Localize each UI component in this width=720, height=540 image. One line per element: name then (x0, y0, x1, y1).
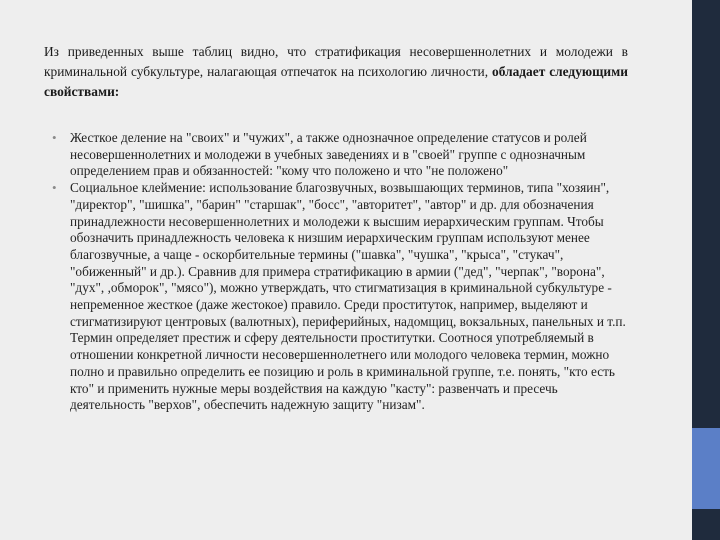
bullet-item (52, 130, 632, 180)
intro-text: Из приведенных выше таблиц видно, что стратификация несовершеннолетних и молодежи в криминальной субкультуре, налагающая отпечаток на психологию личности, (44, 44, 628, 79)
intro-paragraph (44, 42, 628, 102)
intro-bold-text: обладает следующими свойствами: (44, 64, 628, 99)
bullet-item (52, 180, 632, 414)
bullet-text: Жесткое деление на "своих" и "чужих", а также однозначное определение статусов и ролей несовершеннолетних и молодежи в учебных заведениях и в "своей" группе с однозначным определением прав и обязанностей: "кому что положено и что "не положено" (70, 130, 587, 179)
bullet-marker: • (52, 130, 57, 145)
bullet-list (52, 130, 632, 414)
bullet-marker: • (52, 180, 57, 196)
right-accent-block (692, 428, 720, 509)
bullet-text: Социальное клеймение: использование благозвучных, возвышающих терминов, типа "хозяин", "директор", "шишка", "барин" "старшак", "босс", "авторитет", "автор" и др. для обозначения принадлежности несовершеннолетних и молодежи к высшим иерархическим группам. Чтобы обозначить принадлежность человека к низшим иерархическим группам используют менее благозвучные, а чаще - оскорбительные термины ("шавка", "чушка", "крыса", "стукач", "обиженный" и др.). Сравнив для примера стратификацию в армии ("дед", "черпак", "ворона", "дух", ,обморок", "мясо"), можно утверждать, что стигматизация в криминальной субкультуре - непременное жесткое (даже жестокое) правило. Среди проституток, например, выделяют и стигматизируют центровых (валютных), периферийных, надомщиц, вокзальных, панельных и т.п. Термин определяет престиж и сферу деятельности проститутки. Соотнося употребляемый в отношении конкретной личности несовершеннолетнего или молодого человека термин, можно полно и правильно определить ее позицию и роль в криминальной группе, т.е. понять, "кто есть кто" и применить нужные меры воздействия на каждую "касту": развенчать и пресечь деятельность "верхов", обеспечить надежную защиту "низам". (70, 180, 626, 413)
